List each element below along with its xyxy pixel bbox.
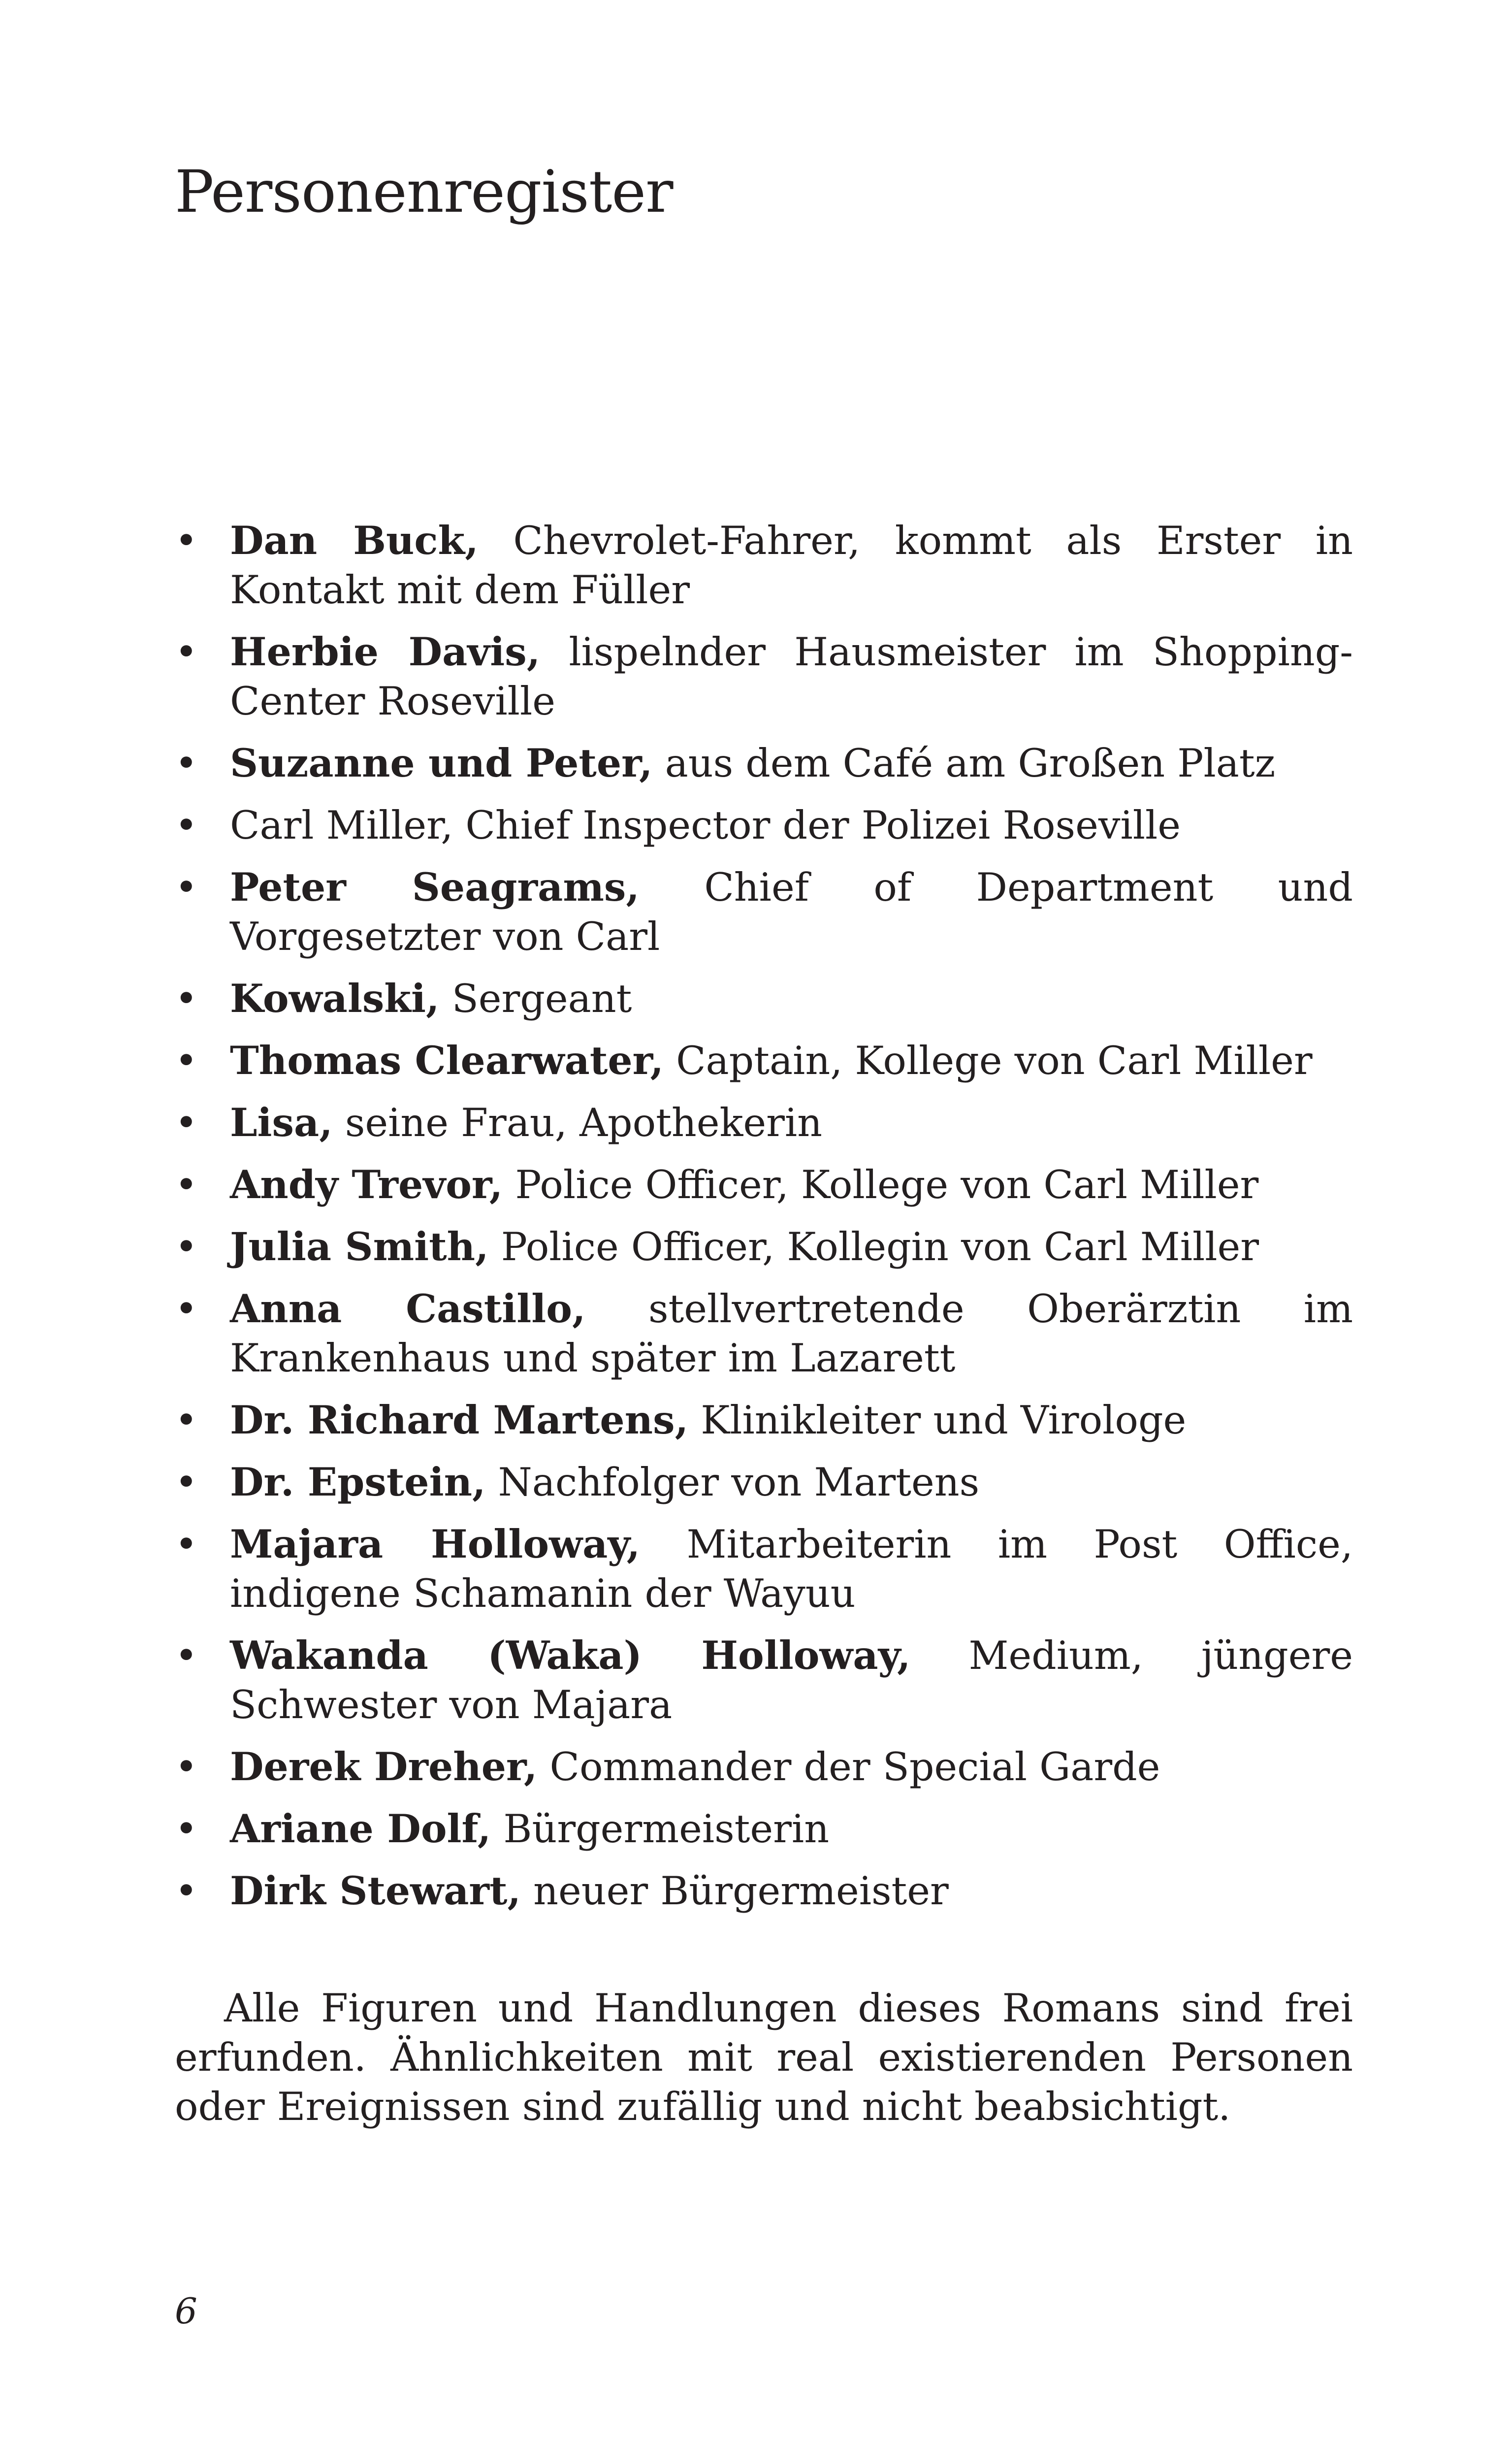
character-name: Herbie Davis, <box>230 629 541 675</box>
bullet-icon: • <box>175 1460 198 1505</box>
character-register-list <box>175 516 1353 1928</box>
register-entry <box>175 863 1353 961</box>
character-description: Klinikleiter und Virologe <box>701 1398 1187 1443</box>
character-name: Anna Castillo, <box>230 1286 586 1332</box>
character-name: Derek Dreher, <box>230 1744 538 1790</box>
register-entry <box>175 1866 1353 1916</box>
character-name: Andy Trevor, <box>230 1162 503 1207</box>
character-description: Chief of Department und Vorgesetzter von Carl <box>230 865 1353 959</box>
page-number: 6 <box>175 2290 197 2332</box>
character-name: Peter Seagrams, <box>230 864 640 910</box>
character-name: Wakanda (Waka) Holloway, <box>230 1632 911 1678</box>
character-name: Julia Smith, <box>230 1224 489 1270</box>
bullet-icon: • <box>175 1522 198 1567</box>
character-description: Bürgermeisterin <box>503 1806 830 1852</box>
register-entry <box>175 1098 1353 1147</box>
character-description: neuer Bürgermeister <box>533 1868 949 1914</box>
character-description: seine Frau, Apothekerin <box>345 1100 823 1145</box>
fiction-disclaimer: Alle Figuren und Handlungen dieses Romans sind frei erfunden. Ähnlichkeiten mit real existierenden Personen oder Ereignissen sind zufällig und nicht beabsichtigt. <box>175 1986 1353 2129</box>
character-description: Commander der Special Garde <box>549 1744 1160 1790</box>
bullet-icon: • <box>175 1806 198 1852</box>
character-description: Carl Miller, Chief Inspector der Polizei Roseville <box>230 803 1181 848</box>
character-description: Sergeant <box>451 976 632 1021</box>
character-description: Police Officer, Kollege von Carl Miller <box>515 1162 1259 1207</box>
character-description: Medium, jüngere Schwester von Majara <box>230 1633 1353 1727</box>
character-name: Kowalski, <box>230 976 440 1021</box>
register-entry <box>175 1396 1353 1445</box>
page-title: Personenregister <box>175 158 673 226</box>
character-description: aus dem Café am Großen Platz <box>665 741 1276 786</box>
bullet-icon: • <box>175 1038 198 1083</box>
character-description: Chevrolet-Fahrer, kommt als Erster in Kontakt mit dem Füller <box>230 518 1353 613</box>
register-entry <box>175 1742 1353 1792</box>
character-name: Dr. Richard Martens, <box>230 1397 689 1443</box>
register-entry <box>175 974 1353 1023</box>
bullet-icon: • <box>175 865 198 910</box>
character-description: Captain, Kollege von Carl Miller <box>676 1038 1313 1083</box>
register-entry <box>175 1036 1353 1085</box>
bullet-icon: • <box>175 803 198 848</box>
register-entry <box>175 1222 1353 1271</box>
register-entry <box>175 1160 1353 1209</box>
bullet-icon: • <box>175 518 198 563</box>
bullet-icon: • <box>175 1744 198 1790</box>
bullet-icon: • <box>175 629 198 675</box>
bullet-icon: • <box>175 741 198 786</box>
bullet-icon: • <box>175 1868 198 1914</box>
character-name: Ariane Dolf, <box>230 1806 491 1852</box>
character-description: Mitarbeiterin im Post Office, indigene Schamanin der Wayuu <box>230 1522 1353 1616</box>
register-entry <box>175 627 1353 726</box>
register-entry <box>175 801 1353 850</box>
register-entry <box>175 1458 1353 1507</box>
bullet-icon: • <box>175 1398 198 1443</box>
character-name: Dan Buck, <box>230 518 479 563</box>
register-entry <box>175 1284 1353 1383</box>
bullet-icon: • <box>175 1286 198 1332</box>
bullet-icon: • <box>175 1162 198 1207</box>
character-name: Dirk Stewart, <box>230 1868 521 1914</box>
character-description: Police Officer, Kollegin von Carl Miller <box>501 1224 1259 1270</box>
bullet-icon: • <box>175 1224 198 1270</box>
character-name: Majara Holloway, <box>230 1521 641 1567</box>
bullet-icon: • <box>175 1633 198 1678</box>
register-entry <box>175 1631 1353 1729</box>
character-name: Dr. Epstein, <box>230 1459 486 1505</box>
register-entry <box>175 739 1353 788</box>
bullet-icon: • <box>175 1100 198 1145</box>
character-name: Lisa, <box>230 1100 333 1145</box>
character-name: Suzanne und Peter, <box>230 740 653 786</box>
character-name: Thomas Clearwater, <box>230 1038 664 1083</box>
bullet-icon: • <box>175 976 198 1021</box>
register-entry <box>175 1804 1353 1854</box>
character-description: stellvertretende Oberärztin im Krankenhaus und später im Lazarett <box>230 1286 1353 1381</box>
register-entry <box>175 516 1353 615</box>
character-description: lispelnder Hausmeister im Shopping-Center Roseville <box>230 629 1353 724</box>
register-entry <box>175 1520 1353 1618</box>
character-description: Nachfolger von Martens <box>498 1460 980 1505</box>
